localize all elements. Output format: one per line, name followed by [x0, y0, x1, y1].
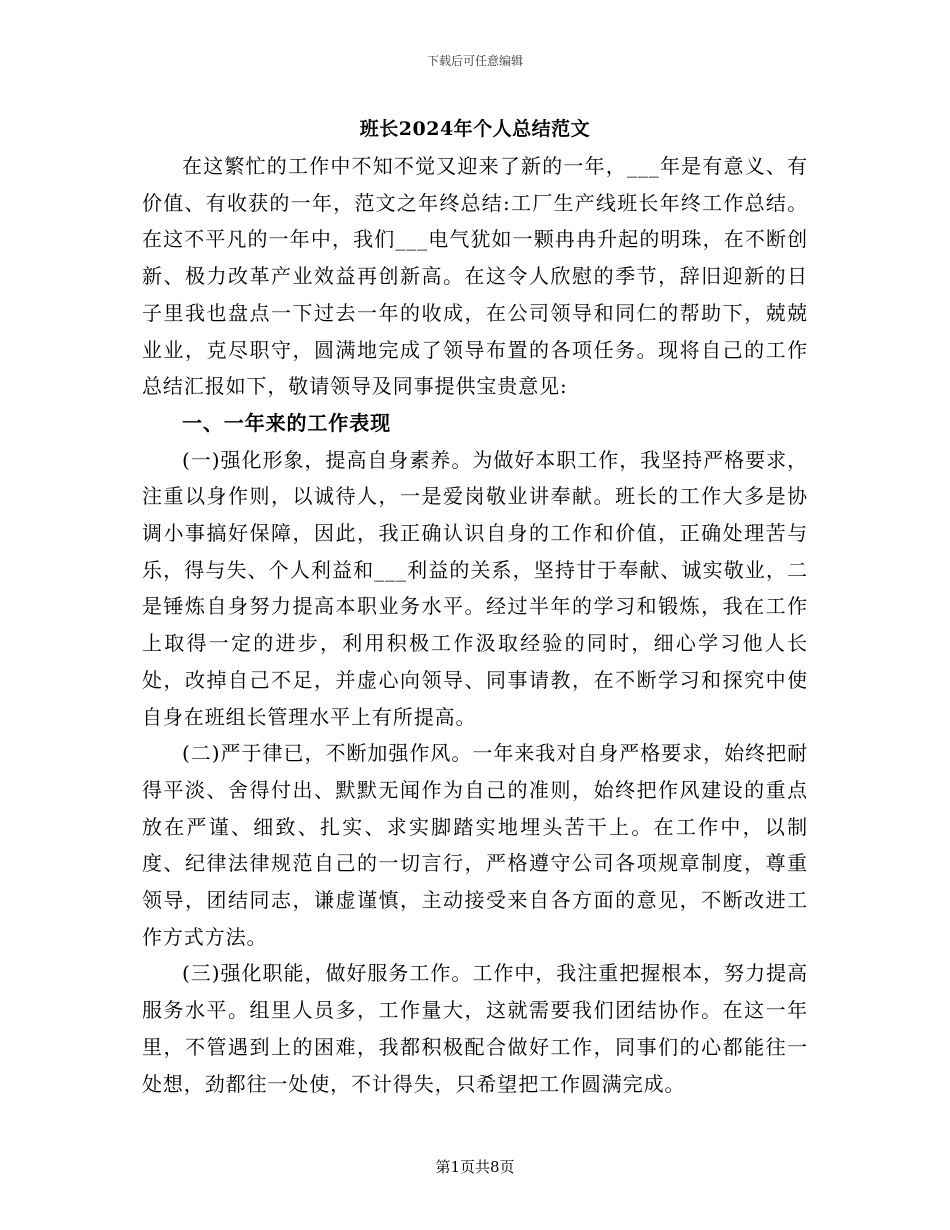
section-heading-1: 一、一年来的工作表现 [182, 410, 391, 435]
point-3-paragraph: (三)强化职能，做好服务工作。工作中，我注重把握根本，努力提高服务水平。组里人员多，工作量大，这就需要我们团结协作。在这一年里，不管遇到上的困难，我都积极配合做好工作，同事们的心都能往一处想，劲都往一处使，不计得失，只希望把工作圆满完成。 [142, 961, 808, 1096]
intro-paragraph: 在这繁忙的工作中不知不觉又迎来了新的一年，___年是有意义、有价值、有收获的一年，范文之年终总结:工厂生产线班长年终工作总结。在这不平凡的一年中，我们___电气犹如一颗冉冉升起的明珠，在不断创新、极力改革产业效益再创新高。在这令人欣慰的季节，辞旧迎新的日子里我也盘点一下过去一年的收成，在公司领导和同仁的帮助下，兢兢业业，克尽职守，圆满地完成了领导布置的各项任务。现将自己的工作总结汇报如下，敬请领导及同事提供宝贵意见: [142, 154, 808, 399]
document-title: 班长2024年个人总结范文 [359, 118, 591, 140]
point-2-paragraph: (二)严于律已，不断加强作风。一年来我对自身严格要求，始终把耐得平淡、舍得付出、默默无闻作为自己的准则，始终把作风建设的重点放在严谨、细致、扎实、求实脚踏实地埋头苦干上。在工作中，以制度、纪律法律规范自己的一切言行，严格遵守公司各项规章制度，尊重领导，团结同志，谦虚谨慎，主动接受来自各方面的意见，不断改进工作方式方法。 [142, 741, 808, 949]
document-body [142, 148, 808, 1102]
page-header-note: 下载后可任意编辑 [426, 54, 523, 68]
point-1-paragraph: (一)强化形象，提高自身素养。为做好本职工作，我坚持严格要求，注重以身作则，以诚待人，一是爱岗敬业讲奉献。班长的工作大多是协调小事搞好保障，因此，我正确认识自身的工作和价值，正确处理苦与乐，得与失、个人利益和___利益的关系，坚持甘于奉献、诚实敬业，二是锤炼自身努力提高本职业务水平。经过半年的学习和锻炼，我在工作上取得一定的进步，利用积极工作汲取经验的同时，细心学习他人长处，改掉自己不足，并虚心向领导、同事请教，在不断学习和探究中使自身在班组长管理水平上有所提高。 [142, 447, 808, 729]
page-number: 第1页共8页 [435, 1158, 515, 1176]
